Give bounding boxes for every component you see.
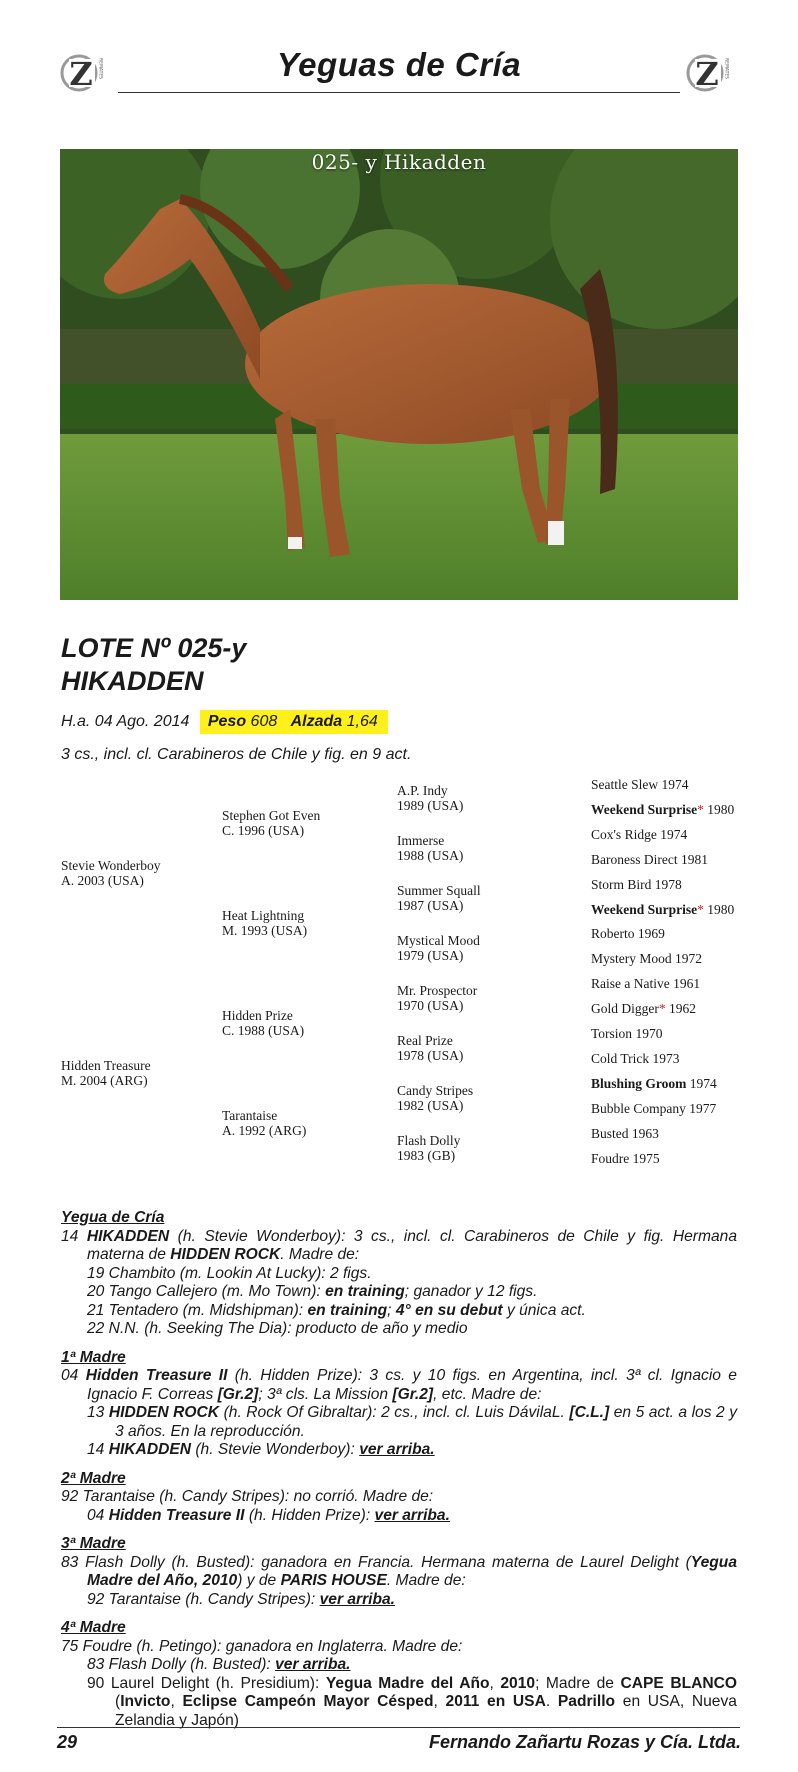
pedigree-gen3-5: Mr. Prospector 1970 (USA) [397, 983, 478, 1013]
madre1-offspring-13: 13 HIDDEN ROCK (h. Rock Of Gibraltar): 2 cs., incl. cl. Luis DávilaL. [C.L.] en 5 act. a los 2 y 3 años. En la reproducción. [87, 1404, 737, 1440]
lot-heading [61, 632, 246, 698]
race-summary: 3 cs., incl. cl. Carabineros de Chile y fig. en 9 act. [61, 746, 412, 763]
pedigree-gen4-item: Seattle Slew 1974 [591, 777, 689, 792]
offspring-19: 19 Chambito (m. Lookin At Lucky): 2 figs. [87, 1264, 372, 1282]
peso-value: 608 [250, 713, 278, 730]
offspring-21: 21 Tentadero (m. Midshipman): en training; 4° en su debut y única act. [87, 1301, 586, 1319]
family-record [61, 1209, 737, 1730]
pedigree-gen2-3: Hidden Prize C. 1988 (USA) [222, 1008, 305, 1038]
pedigree-gen4-item: Cox's Ridge 1974 [591, 826, 688, 842]
madre3-heading: 3ª Madre [61, 1535, 126, 1552]
page-number: 29 [57, 1732, 78, 1752]
pedigree-gen4-item: Raise a Native 1961 [591, 976, 701, 992]
lot-number: LOTE Nº 025-y [61, 633, 247, 663]
pedigree-gen4-item: Gold Digger* 1962 [591, 1001, 696, 1017]
logo-letter: Z [695, 55, 719, 93]
pedigree-gen4-item: Torsion 1970 [591, 1026, 663, 1041]
madre3-offspring-92: 92 Tarantaise (h. Candy Stripes): ver arriba. [87, 1590, 396, 1608]
pedigree-gen4-item: Mystery Mood 1972 [591, 951, 702, 967]
pedigree-gen2-4: Tarantaise A. 1992 (ARG) [222, 1108, 307, 1138]
pedigree-gen3-6: Real Prize 1978 (USA) [397, 1033, 464, 1063]
pedigree-gen3-1: A.P. Indy 1989 (USA) [397, 783, 464, 813]
logo-text: REMATES [723, 58, 729, 80]
madre2-offspring-04: 04 Hidden Treasure II (h. Hidden Prize): ver arriba. [87, 1506, 450, 1524]
birth-date: H.a. 04 Ago. 2014 [61, 713, 190, 730]
pedigree-gen4-item: Foudre 1975 [591, 1150, 660, 1166]
logo-text: REMATES [97, 58, 103, 80]
yegua-entry: 14 HIKADDEN (h. Stevie Wonderboy): 3 cs., incl. cl. Carabineros de Chile y fig. Hermana materna de HIDDEN ROCK. Madre de: [61, 1227, 737, 1263]
header-divider [118, 92, 680, 93]
zanartu-logo-right [686, 50, 732, 96]
pedigree-gen3-7: Candy Stripes 1982 (USA) [397, 1083, 474, 1113]
pedigree-gen4-item: Busted 1963 [591, 1125, 659, 1141]
pedigree-sire: Stevie Wonderboy A. 2003 (USA) [61, 858, 161, 888]
madre4-offspring-90: 90 Laurel Delight (h. Presidium): Yegua Madre del Año, 2010; Madre de CAPE BLANCO (Invicto, Eclipse Campeón Mayor Césped, 2011 en USA. Padrillo en USA, Nueva Zelandia y Japón) [87, 1674, 738, 1729]
alzada-label: Alzada [290, 713, 343, 730]
company-name: Fernando Zañartu Rozas y Cía. Ltda. [428, 1732, 741, 1752]
zanartu-logo-left [60, 50, 106, 96]
madre1-heading: 1ª Madre [61, 1348, 126, 1366]
madre1-entry: 04 Hidden Treasure II (h. Hidden Prize): 3 cs. y 10 figs. en Argentina, incl. 3ª cl. Ignacio e Ignacio F. Correas [Gr.2]; 3ª cls. La Mission [Gr.2], etc. Madre de: [61, 1367, 737, 1403]
pedigree-gen4-item: Weekend Surprise* 1980 [591, 901, 735, 917]
pedigree-gen2-1: Stephen Got Even C. 1996 (USA) [222, 808, 321, 838]
pedigree-gen3-8: Flash Dolly 1983 (GB) [397, 1133, 461, 1163]
pedigree-gen4-item: Bubble Company 1977 [591, 1100, 717, 1116]
lot-info [61, 710, 388, 734]
ver-arriba-link[interactable]: ver arriba. [359, 1441, 435, 1458]
pedigree-gen3-3: Summer Squall 1987 (USA) [397, 883, 481, 913]
weight-height-badge [200, 710, 388, 734]
alzada-value: 1,64 [346, 713, 378, 730]
logo-letter: Z [69, 55, 93, 93]
madre4-heading: 4ª Madre [61, 1619, 126, 1636]
pedigree-gen4-item: Baroness Direct 1981 [591, 851, 708, 867]
offspring-20: 20 Tango Callejero (m. Mo Town): en training; ganador y 12 figs. [87, 1283, 538, 1300]
pedigree-gen4-item: Storm Bird 1978 [591, 876, 682, 892]
pedigree-gen2-2: Heat Lightning M. 1993 (USA) [222, 908, 308, 938]
photo-caption: 025- y Hikadden [311, 150, 487, 174]
pedigree-gen4-item: Blushing Groom 1974 [591, 1075, 717, 1091]
offspring-22: 22 N.N. (h. Seeking The Dia): producto de año y medio [87, 1320, 468, 1337]
madre2-entry: 92 Tarantaise (h. Candy Stripes): no corrió. Madre de: [61, 1488, 434, 1505]
peso-label: Peso [207, 713, 247, 730]
yegua-heading: Yegua de Cría [61, 1209, 165, 1226]
footer-divider [57, 1727, 740, 1728]
pedigree-dam: Hidden Treasure M. 2004 (ARG) [61, 1058, 151, 1088]
horse-photo [60, 149, 738, 600]
madre4-offspring-83: 83 Flash Dolly (h. Busted): ver arriba. [87, 1656, 351, 1673]
page-title: Yeguas de Cría [276, 46, 522, 83]
madre2-heading: 2ª Madre [61, 1469, 126, 1487]
pedigree-gen4-item: Cold Trick 1973 [591, 1050, 680, 1066]
madre4-entry: 75 Foudre (h. Petingo): ganadora en Inglaterra. Madre de: [61, 1637, 463, 1655]
pedigree-gen3-2: Immerse 1988 (USA) [397, 833, 464, 863]
madre1-offspring-14: 14 HIKADDEN (h. Stevie Wonderboy): ver arriba. [87, 1441, 435, 1458]
pedigree-gen3-4: Mystical Mood 1979 (USA) [397, 933, 480, 963]
ver-arriba-link[interactable]: ver arriba. [319, 1590, 396, 1608]
madre3-entry: 83 Flash Dolly (h. Busted): ganadora en Francia. Hermana materna de Laurel Delight (Yegua Madre del Año, 2010) y de PARIS HOUSE. Madre de: [61, 1553, 737, 1589]
pedigree-gen4-item: Roberto 1969 [591, 926, 665, 942]
pedigree-gen4-item: Weekend Surprise* 1980 [591, 801, 735, 817]
ver-arriba-link[interactable]: ver arriba. [374, 1506, 450, 1524]
horse-name: HIKADDEN [61, 666, 204, 696]
ver-arriba-link[interactable]: ver arriba. [275, 1656, 351, 1673]
